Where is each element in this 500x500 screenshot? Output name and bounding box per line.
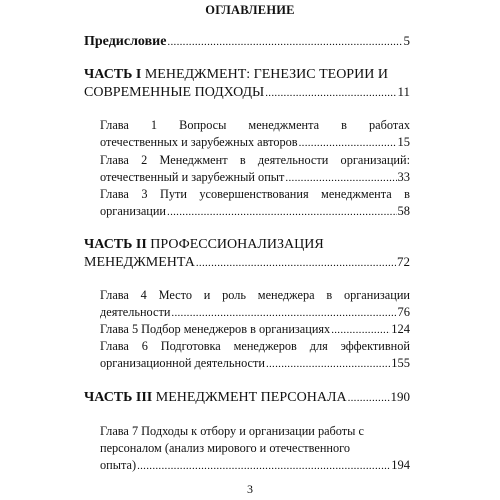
toc-entry-preface: [84, 33, 410, 49]
chapter-title: Глава 1 Вопросы менеджмента в работах: [100, 118, 410, 132]
part-title: МЕНЕДЖМЕНТА: [84, 255, 195, 270]
toc-chapter-continued: [100, 458, 410, 474]
chapter-title: опыта): [100, 458, 137, 472]
chapter-title: Глава 2 Менеджмент в деятельности организаций:: [100, 153, 410, 167]
part-title: СОВРЕМЕННЫЕ ПОДХОДЫ: [84, 85, 265, 100]
toc-part-heading-continued: [84, 254, 410, 270]
toc-chapter-continued: [100, 170, 410, 186]
page-title: ОГЛАВЛЕНИЕ: [205, 3, 295, 17]
toc-part-heading-continued: [84, 84, 410, 100]
page-ref: 11: [397, 84, 410, 99]
part-label: ЧАСТЬ III: [84, 390, 153, 405]
page-ref: 58: [397, 204, 410, 218]
toc-chapter-continued: [100, 135, 410, 151]
page-number: 3: [247, 482, 253, 496]
page-ref: 72: [397, 254, 410, 269]
toc-chapter: [100, 339, 410, 355]
chapter-title: персоналом (анализ мирового и отечественного: [100, 441, 351, 455]
page-ref: 155: [391, 356, 410, 370]
leader-dots: [265, 87, 396, 99]
chapter-title: отечественный и зарубежный опыт: [100, 170, 285, 184]
toc-chapter: [100, 424, 410, 440]
toc-chapter: [100, 118, 410, 134]
leader-dots: [167, 206, 396, 218]
toc-part-heading: [84, 67, 410, 83]
page-ref: 76: [397, 305, 410, 319]
chapter-title: деятельности: [100, 305, 171, 319]
toc-chapter-continued: [100, 204, 410, 220]
toc-chapter: [100, 322, 410, 338]
leader-dots: [266, 358, 390, 370]
toc-chapter: [100, 153, 410, 169]
toc-part-heading: [84, 389, 410, 405]
part-title: МЕНЕДЖМЕНТ: ГЕНЕЗИС ТЕОРИИ И: [144, 67, 388, 82]
chapter-title: организационной деятельности: [100, 356, 265, 370]
page-ref: 190: [390, 389, 410, 404]
leader-dots: [171, 307, 396, 319]
part-label: ЧАСТЬ II: [84, 237, 147, 252]
part-label: ЧАСТЬ I: [84, 67, 142, 82]
page-ref: 15: [397, 135, 410, 149]
chapter-title: Глава 4 Место и роль менеджера в организации: [100, 288, 410, 302]
page-ref: 194: [391, 458, 410, 472]
toc-chapter: [100, 187, 410, 203]
page-ref: 5: [403, 33, 410, 48]
chapter-title: Глава 3 Пути усовершенствования менеджмента в: [100, 187, 410, 201]
part-title: ПРОФЕССИОНАЛИЗАЦИЯ: [150, 237, 324, 252]
leader-dots: [299, 137, 397, 149]
toc-chapter-continued: [100, 441, 410, 457]
chapter-title: Глава 5 Подбор менеджеров в организациях: [100, 322, 331, 336]
toc-part-heading: [84, 237, 410, 253]
chapter-title: организации: [100, 204, 167, 218]
part-title: МЕНЕДЖМЕНТ ПЕРСОНАЛА: [155, 390, 347, 405]
toc-chapter: [100, 288, 410, 304]
page-ref: 124: [391, 322, 410, 336]
toc-chapter-continued: [100, 305, 410, 321]
toc-label: Предисловие: [84, 34, 167, 49]
leader-dots: [285, 172, 396, 184]
leader-dots: [137, 460, 390, 472]
chapter-title: отечественных и зарубежных авторов: [100, 135, 298, 149]
toc-chapter-continued: [100, 356, 410, 372]
leader-dots: [331, 324, 390, 336]
leader-dots: [196, 257, 396, 269]
leader-dots: [348, 392, 390, 404]
page-ref: 33: [397, 170, 410, 184]
chapter-title: Глава 7 Подходы к отбору и организации работы с: [100, 424, 364, 438]
leader-dots: [167, 36, 402, 48]
chapter-title: Глава 6 Подготовка менеджеров для эффективной: [100, 339, 410, 353]
